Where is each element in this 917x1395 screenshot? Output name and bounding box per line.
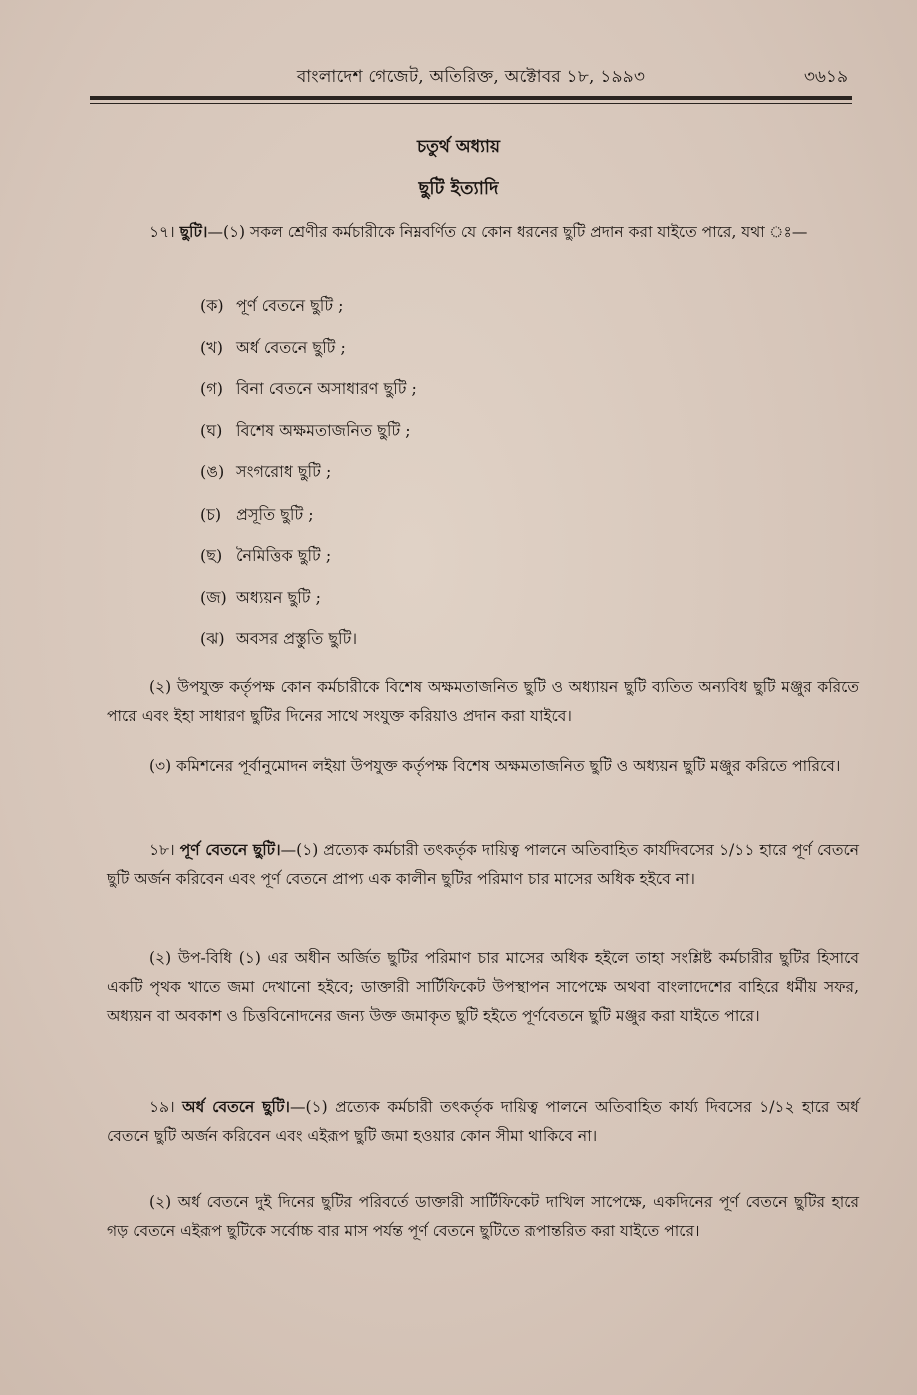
- list-marker: (ঘ): [200, 421, 223, 440]
- header-rule-thick: [90, 96, 852, 100]
- leave-list-item: [200, 626, 357, 653]
- section-19-clause-2: (২) অর্ধ বেতনে দুই দিনের ছুটির পরিবর্তে ডাক্তারী সার্টিফিকেট দাখিল সাপেক্ষে, একদিনের পূর্ণ বেতনে ছুটির হারে গড় বেতনে এইরূপ ছুটিকে সর্বোচ্চ বার মাস পর্যন্ত পূর্ণ বেতনে ছুটিতে রূপান্তরিত করা যাইতে পারে।: [107, 1193, 859, 1240]
- leave-list-item: [200, 376, 417, 403]
- list-text: অবসর প্রস্তুতি ছুটি।: [236, 629, 358, 648]
- list-text: বিনা বেতনে অসাধারণ ছুটি ;: [236, 379, 417, 398]
- list-marker: (জ): [200, 588, 227, 607]
- section-18-clause-1-text: —(১) প্রত্যেক কর্মচারী তৎকর্তৃক দায়িত্ব পালনে অতিবাহিত কার্যদিবসের ১/১১ হারে পূর্ণ বেতনে ছুটি অর্জন করিবেন এবং পূর্ণ বেতনে প্রাপ্য এক কালীন ছুটির পরিমাণ চার মাসের অধিক হইবে না।: [107, 841, 859, 888]
- list-marker: (ক): [200, 296, 224, 315]
- leave-list-item: [200, 418, 411, 445]
- list-marker: (ছ): [200, 546, 223, 565]
- section-17-clause-2: (২) উপযুক্ত কর্তৃপক্ষ কোন কর্মচারীকে বিশেষ অক্ষমতাজনিত ছুটি ও অধ্যায়ন ছুটি ব্যতিত অন্যবিধ ছুটি মঞ্জুর করিতে পারে এবং ইহা সাধারণ ছুটির দিনের সাথে সংযুক্ত করিয়াও প্রদান করা যাইবে।: [107, 678, 859, 725]
- list-marker: (ঝ): [200, 629, 225, 648]
- leave-list-item: [200, 543, 331, 570]
- list-text: অর্ধ বেতনে ছুটি ;: [236, 338, 346, 357]
- section-19-heading: অর্ধ বেতনে ছুটি।: [182, 1097, 290, 1116]
- section-18-clause-2: (২) উপ-বিধি (১) এর অধীন অর্জিত ছুটির পরিমাণ চার মাসের অধিক হইলে তাহা সংশ্লিষ্ট কর্মচারীর ছুটির হিসাবে একটি পৃথক খাতে জমা দেখানো হইবে; ডাক্তারী সার্টিফিকেট উপস্থাপন সাপেক্ষে অথবা বাংলাদেশের বাহিরে ধর্মীয় সফর, অধ্যয়ন বা অবকাশ ও চিত্তবিনোদনের জন্য উক্ত জমাকৃত ছুটি হইতে পূর্ণবেতনে ছুটি মঞ্জুর করা যাইতে পারে।: [107, 949, 859, 1025]
- leave-list-item: [200, 335, 346, 362]
- section-19-number: ১৯।: [149, 1098, 175, 1116]
- leave-list-item: [200, 293, 344, 320]
- section-18-number: ১৮।: [149, 841, 175, 859]
- list-text: বিশেষ অক্ষমতাজনিত ছুটি ;: [236, 421, 411, 440]
- section-18-heading: পূর্ণ বেতনে ছুটি।: [179, 840, 281, 859]
- chapter-title: চতুর্থ অধ্যায়: [417, 137, 500, 157]
- list-text: পূর্ণ বেতনে ছুটি ;: [236, 296, 344, 315]
- chapter-subtitle: ছুটি ইত্যাদি: [418, 178, 499, 199]
- section-17-intro-text: —(১) সকল শ্রেণীর কর্মচারীকে নিম্নবর্ণিত যে কোন ধরনের ছুটি প্রদান করা যাইতে পারে, যথা ঃ—: [207, 223, 808, 241]
- list-marker: (চ): [200, 505, 222, 524]
- list-text: প্রসূতি ছুটি ;: [236, 505, 314, 524]
- list-marker: (ঙ): [200, 462, 225, 481]
- list-text: সংগরোধ ছুটি ;: [236, 462, 332, 481]
- section-17-heading: ছুটি।: [179, 222, 208, 241]
- leave-list-item: [200, 585, 321, 612]
- page-number: ৩৬১৯: [803, 67, 848, 87]
- list-marker: (খ): [200, 338, 223, 357]
- leave-list-item: [200, 459, 331, 486]
- list-text: নৈমিত্তিক ছুটি ;: [236, 546, 332, 565]
- section-18-clause-1: [107, 835, 859, 894]
- header-rule-thin: [90, 103, 852, 104]
- section-17-clause-3: (৩) কমিশনের পূর্বানুমোদন লইয়া উপযুক্ত কর্তৃপক্ষ বিশেষ অক্ষমতাজনিত ছুটি ও অধ্যয়ন ছুটি মঞ্জুর করিতে পারিবে।: [149, 757, 841, 775]
- leave-list-item: [200, 502, 314, 529]
- list-marker: (গ): [200, 379, 223, 398]
- gazette-header-title: বাংলাদেশ গেজেট, অতিরিক্ত, অক্টোবর ১৮, ১৯৯৩: [296, 67, 646, 87]
- section-19-clause-1-text: —(১) প্রত্যেক কর্মচারী তৎকর্তৃক দায়িত্ব পালনে অতিবাহিত কার্য্য দিবসের ১/১২ হারে অর্ধ বেতনে ছুটি অর্জন করিবেন এবং এইরূপ ছুটি জমা হওয়ার কোন সীমা থাকিবে না।: [107, 1098, 859, 1145]
- section-17-intro: [107, 217, 859, 247]
- section-19-clause-1: [107, 1092, 859, 1151]
- page-header: [92, 64, 850, 94]
- section-17-number: ১৭।: [149, 223, 175, 241]
- list-text: অধ্যয়ন ছুটি ;: [236, 588, 321, 607]
